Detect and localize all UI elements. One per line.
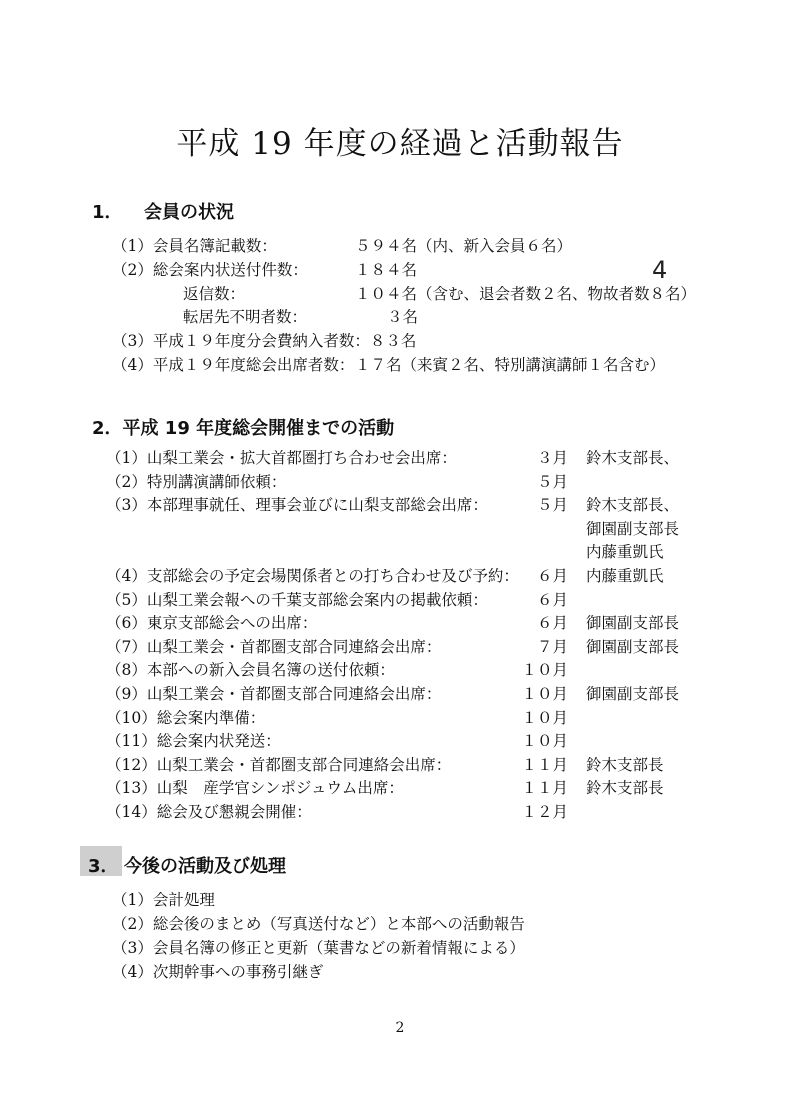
s2-item-label: （11）総会案内状発送： bbox=[106, 732, 281, 750]
s2-item-person: 御園副支部長 bbox=[586, 685, 680, 703]
s1-item-label: 返信数： bbox=[183, 285, 246, 303]
s1-item-value: １８４名 bbox=[355, 261, 418, 279]
s2-item-month: １２月 bbox=[521, 803, 568, 821]
s2-item-label: （3）本部理事就任、理事会並びに山梨支部総会出席： bbox=[106, 496, 488, 514]
s2-item-person: 内藤重凱氏 bbox=[586, 543, 664, 561]
s2-item-month: ６月 bbox=[536, 614, 568, 632]
s2-item-person: 鈴木支部長、 bbox=[586, 496, 680, 514]
s2-item-month: １０月 bbox=[521, 709, 568, 727]
s3-item: （4）次期幹事への事務引継ぎ bbox=[112, 963, 324, 981]
s3-item: （3）会員名簿の修正と更新（葉書などの新着情報による） bbox=[112, 939, 525, 957]
section1-heading: 会員の状況 bbox=[144, 202, 234, 223]
section3-heading: 今後の活動及び処理 bbox=[124, 856, 286, 877]
s1-item-value: １０４名（含む、退会者数２名、物故者数８名） bbox=[355, 285, 697, 303]
s2-item-month: ５月 bbox=[536, 496, 568, 514]
section1-number: 1． bbox=[92, 202, 123, 223]
s2-item-month: １１月 bbox=[521, 756, 568, 774]
s2-item-label: （8）本部への新入会員名簿の送付依頼： bbox=[106, 661, 395, 679]
s2-item-month: ３月 bbox=[536, 449, 568, 467]
s2-item-label: （6）東京支部総会への出席： bbox=[106, 614, 318, 632]
s2-item-label: （5）山梨工業会報への千葉支部総会案内の掲載依頼： bbox=[106, 591, 488, 609]
s2-item-month: ６月 bbox=[536, 567, 568, 585]
s1-item-label: （3）平成１９年度分会費納入者数：８３名 bbox=[112, 332, 417, 350]
s2-item-person: 鈴木支部長 bbox=[586, 779, 664, 797]
s1-item-value: １７名（来賓２名、特別講演講師１名含む） bbox=[355, 356, 666, 374]
s2-item-label: （4）支部総会の予定会場関係者との打ち合わせ及び予約： bbox=[106, 567, 519, 585]
s2-item-person: 御園副支部長 bbox=[586, 520, 680, 538]
s1-item-value: ３名 bbox=[387, 308, 419, 326]
section2-heading: 2．平成 19 年度総会開催までの活動 bbox=[92, 418, 395, 439]
s2-item-person: 御園副支部長 bbox=[586, 614, 680, 632]
s2-item-person: 御園副支部長 bbox=[586, 638, 680, 656]
s2-item-month: １０月 bbox=[521, 685, 568, 703]
s1-item-label: （4）平成１９年度総会出席者数： bbox=[112, 356, 355, 374]
s1-item-label: （2）総会案内状送付件数： bbox=[112, 261, 308, 279]
s3-item: （1）会計処理 bbox=[112, 891, 215, 909]
s2-item-label: （13）山梨 産学官シンポジュウム出席： bbox=[106, 779, 404, 797]
s2-item-month: ５月 bbox=[536, 473, 568, 491]
s2-item-label: （9）山梨工業会・首都圏支部合同連絡会出席： bbox=[106, 685, 442, 703]
s2-item-label: （2）特別講演講師依頼： bbox=[106, 473, 287, 491]
s2-item-person: 鈴木支部長 bbox=[586, 756, 664, 774]
s2-item-label: （7）山梨工業会・首都圏支部合同連絡会出席： bbox=[106, 638, 442, 656]
s2-item-label: （10）総会案内準備： bbox=[106, 709, 266, 727]
page-title: 平成 19 年度の経過と活動報告 bbox=[176, 126, 624, 162]
s2-item-month: ６月 bbox=[536, 591, 568, 609]
s2-item-month: １１月 bbox=[521, 779, 568, 797]
s2-item-month: １０月 bbox=[521, 732, 568, 750]
s2-item-month: ７月 bbox=[536, 638, 568, 656]
s2-item-label: （14）総会及び懇親会開催： bbox=[106, 803, 312, 821]
s2-item-month: １０月 bbox=[521, 661, 568, 679]
s2-item-person: 鈴木支部長、 bbox=[586, 449, 680, 467]
s1-item-value: ５９４名（内、新入会員６名） bbox=[355, 237, 573, 255]
s1-item-label: （1）会員名簿記載数： bbox=[112, 237, 277, 255]
s2-item-person: 内藤重凱氏 bbox=[586, 567, 664, 585]
page-number: 2 bbox=[395, 1020, 405, 1036]
section3-number: 3． bbox=[88, 856, 119, 877]
s1-item-label: 転居先不明者数： bbox=[183, 308, 308, 326]
s2-item-label: （1）山梨工業会・拡大首都圏打ち合わせ会出席： bbox=[106, 449, 457, 467]
s3-item: （2）総会後のまとめ（写真送付など）と本部への活動報告 bbox=[112, 915, 525, 933]
s2-item-label: （12）山梨工業会・首都圏支部合同連絡会出席： bbox=[106, 756, 452, 774]
handwritten-correction: 4 bbox=[652, 256, 668, 284]
